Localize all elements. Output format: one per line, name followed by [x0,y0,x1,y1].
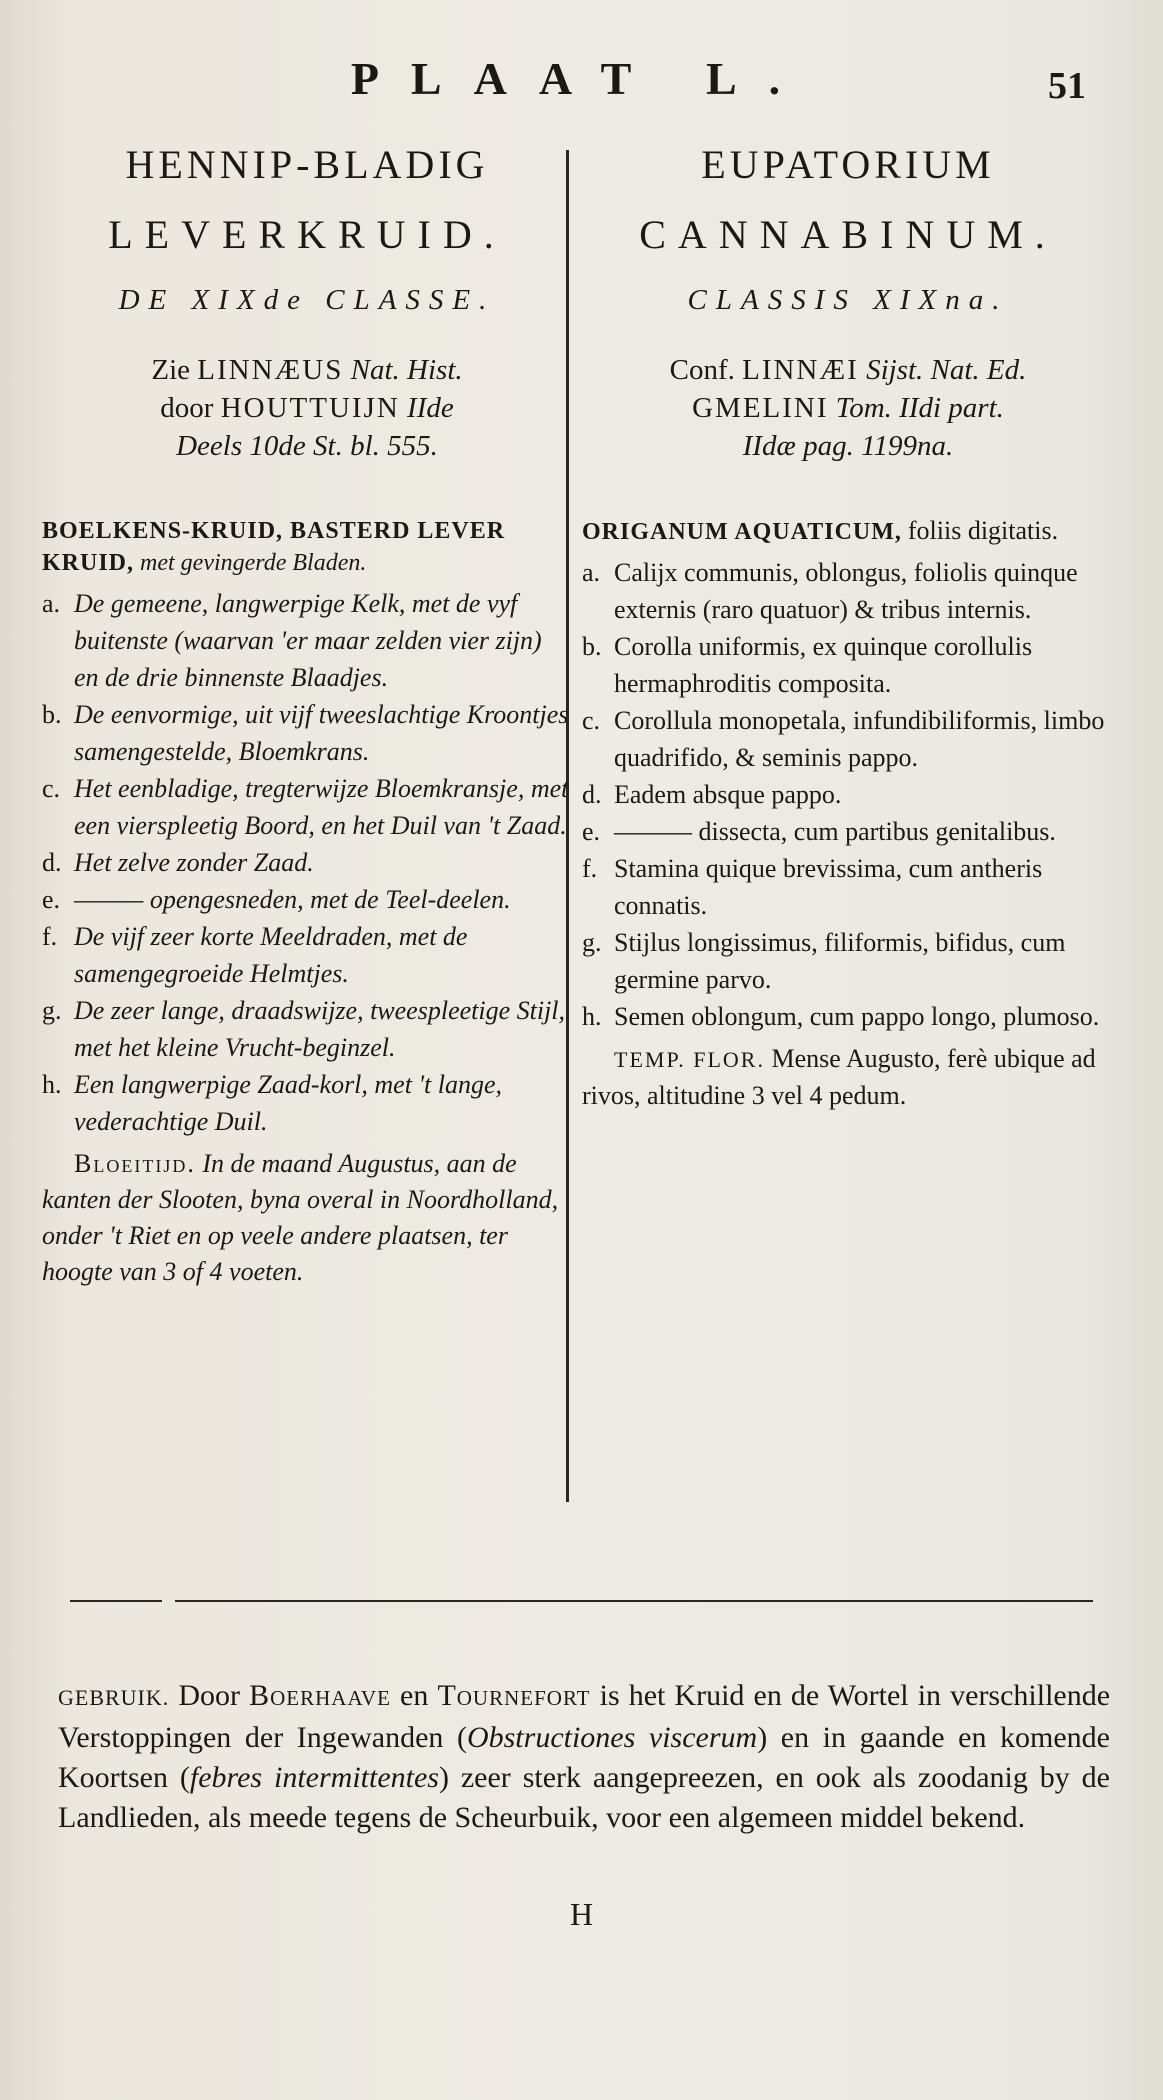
dutch-reference [42,351,572,465]
item-text: Het zelve zonder Zaad. [74,848,314,877]
dutch-flowering-time [42,1146,572,1290]
list-item [42,992,572,1066]
list-item [582,628,1114,702]
item-text: Het eenbladige, tregterwijze Bloemkransje, met een vierspleetig Boord, en het Duil van 't Zaad. [74,774,569,840]
item-text: Stamina quique brevissima, cum antheris connatis. [614,854,1043,920]
ref-prefix: Conf. [669,354,735,386]
ref-work: Sijst. Nat. Ed. [866,354,1027,386]
latin-class-heading: CLASSIS XIXna. [687,284,1009,316]
item-text: Eadem absque pappo. [614,780,842,809]
ref-work: Nat. Hist. [350,354,463,386]
item-text: De eenvormige, uit vijf tweeslachtige Kroontjes samengestelde, Bloemkrans. [74,700,569,766]
item-label: h. [42,1070,62,1099]
ref-line2-post: IIde [407,392,454,424]
flowering-label: Bloeitijd. [74,1149,196,1178]
item-label: e. [42,885,61,914]
separator-rule-short [70,1600,162,1602]
item-text: Semen oblongum, cum pappo longo, plumoso. [614,1002,1100,1031]
ref-line3: IIdæ pag. 1199na. [742,430,954,462]
ref-author: LINNÆI [742,354,859,386]
item-label: d. [42,848,62,877]
list-item [582,998,1114,1035]
ref-prefix: Zie [151,354,191,386]
ref-line2-pre: door [160,392,214,424]
list-item [582,776,1114,813]
item-text: De vijf zeer korte Meeldraden, met de samengegroeide Helmtjes. [74,922,468,988]
list-item [42,585,572,696]
usage-text: is het Kruid en de Wortel in verschillende Verstoppingen der Ingewanden ( [58,1679,1111,1754]
ref-line2-post: Tom. IIdi part. [835,392,1004,424]
ref-editor: GMELINI [692,392,829,424]
list-item [582,813,1114,850]
dutch-class-heading: DE XIXde CLASSE. [118,284,496,316]
item-label: c. [42,774,61,803]
dutch-intro [42,515,572,579]
dutch-column [42,130,572,1290]
dutch-name-line1: HENNIP-BLADIG [125,142,489,187]
flowering-text: Mense Augusto, ferè ubique ad rivos, altitudine 3 vel 4 pedum. [582,1044,1096,1110]
latin-name-line2: CANNABINUM. [639,212,1057,257]
latin-reference [582,351,1114,465]
dutch-item-list [42,585,572,1140]
item-text: De gemeene, langwerpige Kelk, met de vyf buitenste (waarvan 'er maar zelden vier zijn) en de drie binnenste Blaadjes. [74,589,542,692]
item-label: a. [42,589,61,618]
list-item [42,881,572,918]
item-label: f. [42,922,58,951]
usage-text: ) en in gaande en komende Koortsen ( [58,1721,1110,1794]
item-label: g. [42,996,62,1025]
latin-item-list [582,554,1114,1035]
latin-intro [582,515,1114,548]
flowering-label: TEMP. FLOR. [614,1047,765,1072]
intro-caps: ORIGANUM AQUATICUM, [582,519,902,545]
usage-text: ) zeer sterk aangepreezen, en ook als zoodanig by de Landlieden, als meede tegens de Scheurbuik, voor een algemeen middel bekend. [58,1761,1110,1834]
latin-term: febres intermittentes [189,1761,439,1794]
person-name: Boerhaave [249,1679,391,1712]
ref-line3: Deels 10de St. bl. 555. [176,430,438,462]
intro-caps: BOELKENS-KRUID, BASTERD LEVER KRUID, [42,518,506,576]
item-label: h. [582,1002,602,1031]
flowering-text: In de maand Augustus, aan de kanten der Slooten, byna overal in Noordholland, onder 't Riet en op veele andere plaatsen, ter hoogte van 3 of 4 voeten. [42,1149,559,1286]
usage-text: en [400,1679,429,1712]
list-item [42,1066,572,1140]
list-item [582,924,1114,998]
page-number: 51 [1048,65,1086,107]
list-item [42,844,572,881]
list-item [42,918,572,992]
item-label: f. [582,854,598,883]
intro-rest: met gevingerde Bladen. [140,550,367,576]
signature-mark: H [569,1896,594,1932]
latin-term: Obstructiones viscerum [466,1721,758,1754]
item-label: e. [582,817,601,846]
item-label: c. [582,706,601,735]
usage-label: GEBRUIK. [58,1685,170,1710]
item-label: b. [42,700,62,729]
person-name: Tournefort [437,1679,591,1712]
item-label: d. [582,780,602,809]
item-text: ——— opengesneden, met de Teel-deelen. [74,885,511,914]
latin-name-line1: EUPATORIUM [701,142,995,187]
separator-rule-long [175,1600,1093,1602]
item-text: Stijlus longissimus, filiformis, bifidus, cum germine parvo. [614,928,1066,994]
item-label: b. [582,632,602,661]
list-item [42,696,572,770]
usage-text: Door [178,1679,241,1712]
list-item [582,702,1114,776]
item-text: Corolla uniformis, ex quinque corollulis hermaphroditis composita. [614,632,1033,698]
ref-editor: HOUTTUIJN [220,392,400,424]
item-label: g. [582,928,602,957]
list-item [582,554,1114,628]
item-label: a. [582,558,601,587]
usage-paragraph [58,1676,1110,1838]
latin-flowering-time [582,1041,1114,1114]
item-text: De zeer lange, draadswijze, tweespleetige Stijl, met het kleine Vrucht-beginzel. [74,996,566,1062]
dutch-name-line2: LEVERKRUID. [108,212,506,257]
plate-title: PLAAT L. [350,53,813,104]
item-text: Calijx communis, oblongus, foliolis quinque externis (raro quatuor) & tribus internis. [614,558,1078,624]
list-item [582,850,1114,924]
item-text: Corollula monopetala, infundibiliformis, limbo quadrifido, & seminis pappo. [614,706,1105,772]
intro-rest: foliis digitatis. [907,516,1059,545]
item-text: Een langwerpige Zaad-korl, met 't lange, vederachtige Duil. [74,1070,502,1136]
list-item [42,770,572,844]
latin-column [582,130,1114,1114]
item-text: ——— dissecta, cum partibus genitalibus. [614,817,1056,846]
ref-author: LINNÆUS [197,354,344,386]
